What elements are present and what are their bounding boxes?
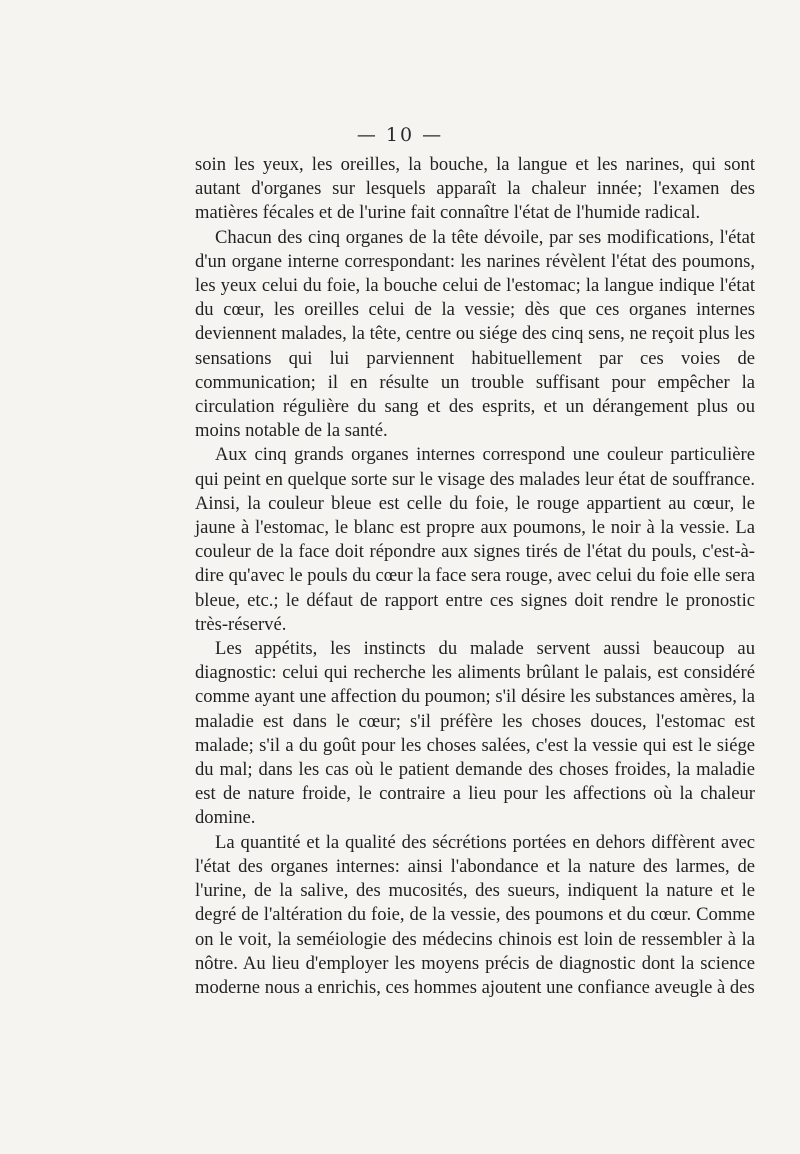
paragraph-4: Les appétits, les instincts du malade servent aussi beaucoup au diagnostic: celui qui recherche les aliments brûlant le palais, est considéré comme ayant une affection du poumon; s'il désire les substances amères, la maladie est dans le cœur; s'il préfère les choses douces, l'estomac est malade; s'il a du goût pour les choses salées, c'est la vessie qui est le siége du mal; dans les cas où le patient demande des choses froides, la maladie est de nature froide, le contraire a lieu pour les affections où la chaleur domine. (195, 638, 755, 829)
paragraph-3: Aux cinq grands organes internes correspond une couleur particulière qui peint en quelque sorte sur le visage des malades leur état de souffrance. Ainsi, la couleur bleue est celle du foie, le rouge appartient au cœur, le jaune à l'estomac, le blanc est propre aux poumons, le noir à la vessie. La couleur de la face doit répondre aux signes tirés de l'état du pouls, c'est-à-dire qu'avec le pouls du cœur la face sera rouge, avec celui du foie elle sera bleue, etc.; le défaut de rapport entre ces signes doit rendre le pronostic très-réservé. (195, 444, 755, 635)
paragraph-5: La quantité et la qualité des sécrétions portées en dehors diffèrent avec l'état des organes internes: ainsi l'abondance et la nature des larmes, de l'urine, de la salive, des mucosités, des sueurs, indiquent la nature et le degré de l'altération du foie, de la vessie, des poumons et du cœur. Comme on le voit, la seméiologie des médecins chinois est loin de ressembler à la nôtre. Au lieu d'employer les moyens précis de diagnostic dont la science moderne nous a enrichis, ces hommes ajoutent une confiance aveugle à des (195, 831, 755, 998)
page-number: — 10 — (356, 124, 444, 146)
paragraph-2: Chacun des cinq organes de la tête dévoile, par ses modifications, l'état d'un organe interne correspondant: les narines révèlent l'état des poumons, les yeux celui du foie, la bouche celui de l'estomac; la langue indique l'état du cœur, les oreilles celui de la vessie; dès que ces organes internes deviennent malades, la tête, centre ou siége des cinq sens, ne reçoit plus les sensations qui lui parviennent habituellement par ces voies de communication; il en résulte un trouble suffisant pour empêcher la circulation régulière du sang et des esprits, et un dérangement plus ou moins notable de la santé. (195, 226, 755, 442)
body-text (195, 153, 755, 1000)
paragraph-1: soin les yeux, les oreilles, la bouche, la langue et les narines, qui sont autant d'organes sur lesquels apparaît la chaleur innée; l'examen des matières fécales et de l'urine fait connaître l'état de l'humide radical. (195, 154, 755, 224)
